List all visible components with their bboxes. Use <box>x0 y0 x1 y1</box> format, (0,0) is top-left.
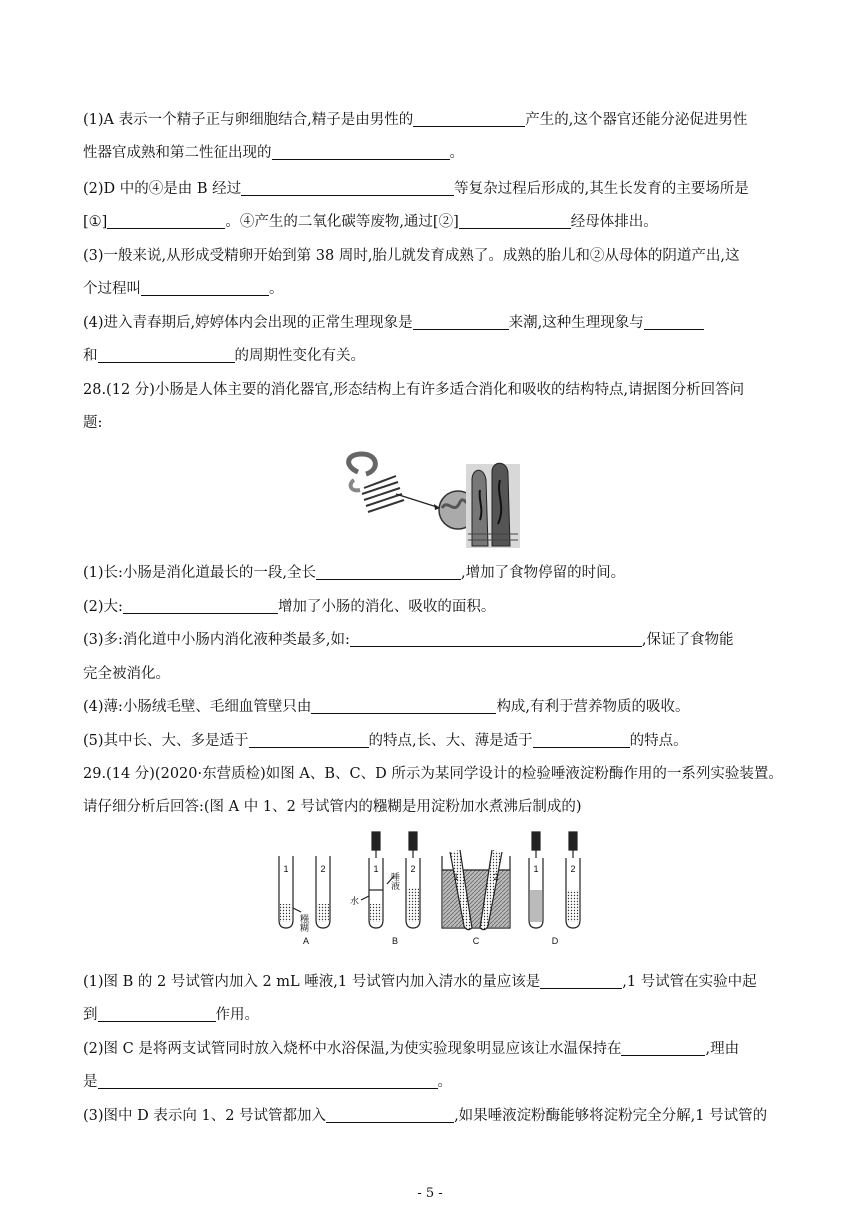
q28-line1: (1)长:小肠是消化道最长的一段,全长 ,增加了食物停留的时间。 <box>83 565 626 581</box>
q27-line7: (4)进入青春期后,婷婷体内会出现的正常生理现象是 来潮,这种生理现象与 <box>83 313 800 333</box>
water-label: 水 <box>350 897 360 907</box>
tube-label: 2 <box>493 872 499 882</box>
q28-line2: (2)大: 增加了小肠的消化、吸收的面积。 <box>83 599 496 615</box>
answer-blank[interactable] <box>326 1107 454 1123</box>
answer-blank[interactable] <box>413 111 525 127</box>
figure-label-d: D <box>551 936 559 946</box>
q27-line3: (2)D 中的④是由 B 经过 等复杂过程后形成的,其生长发育的主要场所是 <box>83 181 749 197</box>
answer-blank[interactable] <box>311 698 496 714</box>
tube-label: 2 <box>320 864 326 874</box>
tube-label: 2 <box>410 864 416 874</box>
answer-blank[interactable] <box>98 1073 438 1089</box>
q28-heading-cont: 题: <box>83 415 103 431</box>
answer-blank[interactable] <box>644 314 704 330</box>
q27-line8: 和 的周期性变化有关。 <box>83 348 365 364</box>
q27-line4: [①] 。④产生的二氧化碳等废物,通过[②] 经母体排出。 <box>83 214 658 230</box>
answer-blank[interactable] <box>249 732 369 748</box>
answer-blank[interactable] <box>316 564 461 580</box>
figure-label-a: A <box>302 936 310 946</box>
tube-label: 1 <box>533 864 539 874</box>
answer-blank[interactable] <box>141 280 269 296</box>
tube-label: 1 <box>373 864 379 874</box>
tube-label: 2 <box>570 864 576 874</box>
q28-heading: 28.(12 分)小肠是人体主要的消化器官,形态结构上有许多适合消化和吸收的结构特点,请据图分析回答问 <box>83 382 745 398</box>
answer-blank[interactable] <box>413 314 509 330</box>
q27-line2: 性器官成熟和第二性征出现的 。 <box>83 145 464 161</box>
q29-line4: 是 。 <box>83 1074 452 1090</box>
answer-blank[interactable] <box>107 213 225 229</box>
q28-line6: (5)其中长、大、多是适于 的特点,长、大、薄是适于 的特点。 <box>83 733 688 749</box>
q29-line3: (2)图 C 是将两支试管同时放入烧杯中水浴保温,为使实验现象明显应该让水温保持在 ,理由 <box>83 1041 740 1057</box>
q29-line5: (3)图中 D 表示向 1、2 号试管都加入 ,如果唾液淀粉酶能够将淀粉完全分解,1 号试管的 <box>83 1108 768 1124</box>
answer-blank[interactable] <box>540 973 622 989</box>
figure-label-c: C <box>472 936 480 946</box>
tube-label: 1 <box>453 872 459 882</box>
q27-line1: (1)A 表示一个精子正与卵细胞结合,精子是由男性的 产生的,这个器官还能分泌促进男性 <box>83 112 748 128</box>
tube-label: 1 <box>283 864 289 874</box>
q29-heading: 29.(14 分)(2020·东营质检)如图 A、B、C、D 所示为某同学设计的检验唾液淀粉酶作用的一系列实验装置。 <box>83 766 783 782</box>
q28-line3: (3)多:消化道中小肠内消化液种类最多,如: ,保证了食物能 <box>83 632 734 648</box>
q27-line5: (3)一般来说,从形成受精卵开始到第 38 周时,胎儿就发育成熟了。成熟的胎儿和②从母体的阴道产出,这 <box>83 248 740 264</box>
answer-blank[interactable] <box>533 732 630 748</box>
answer-blank[interactable] <box>98 1006 216 1022</box>
saliva-experiment-figure <box>270 828 600 952</box>
answer-blank[interactable] <box>123 598 278 614</box>
figure-label-b: B <box>391 936 399 946</box>
answer-blank[interactable] <box>350 631 642 647</box>
page-number: - 5 - <box>417 1186 443 1201</box>
answer-blank[interactable] <box>272 144 450 160</box>
q29-line2: 到 作用。 <box>83 1007 259 1023</box>
q28-line5: (4)薄:小肠绒毛壁、毛细血管壁只由 构成,有利于营养物质的吸收。 <box>83 699 690 715</box>
answer-blank[interactable] <box>459 213 571 229</box>
q28-line4: 完全被消化。 <box>83 666 170 682</box>
answer-blank[interactable] <box>98 347 235 363</box>
small-intestine-figure <box>340 450 522 548</box>
saliva-label: 唾液 <box>389 872 399 890</box>
q29-heading-cont: 请仔细分析后回答:(图 A 中 1、2 号试管内的糨糊是用淀粉加水煮沸后制成的) <box>83 799 582 815</box>
answer-blank[interactable] <box>621 1040 705 1056</box>
q27-line6: 个过程叫 。 <box>83 281 284 297</box>
answer-blank[interactable] <box>241 180 454 196</box>
paste-label: 糨糊 <box>298 914 308 932</box>
q29-line1: (1)图 B 的 2 号试管内加入 2 mL 唾液,1 号试管内加入清水的量应该是 ,1 号试管在实验中起 <box>83 974 757 990</box>
